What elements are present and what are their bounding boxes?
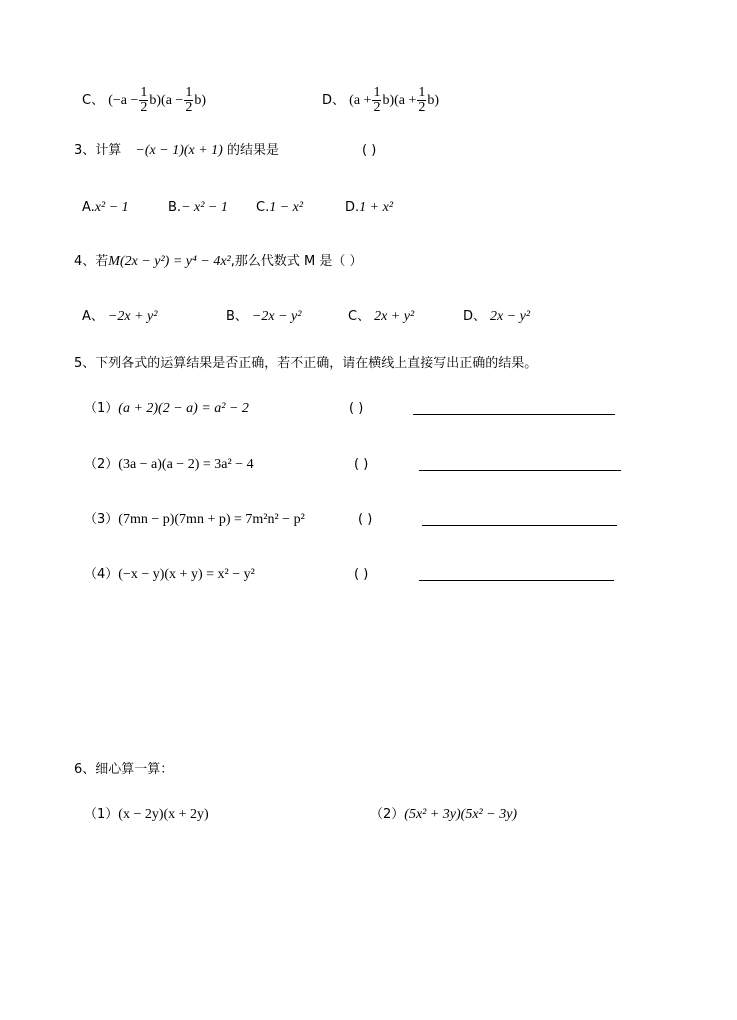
q5-item-2-answer-blank[interactable]	[419, 456, 621, 474]
q3-stem: 3、计算 −(x − 1)(x + 1) 的结果是	[74, 143, 279, 158]
q6-item-2: （2）(5x² + 3y)(5x² − 3y)	[370, 807, 518, 822]
q4-option-c: C、 2x + y²	[348, 309, 415, 324]
q3-suffix: 的结果是	[226, 143, 279, 158]
q5-item-3: （3）(7mn − p)(7mn + p) = 7m²n² − p²	[84, 512, 305, 527]
q5-item-3-paren: ( )	[358, 512, 373, 527]
q6-item-1: （1）(x − 2y)(x + 2y)	[84, 807, 209, 822]
q4-stem: 4、若M(2x − y²) = y⁴ − 4x²,那么代数式 M 是（ ）	[74, 254, 363, 269]
q2-d-frac: $\frac{1}{2}$	[373, 85, 381, 115]
q2-option-c	[82, 86, 206, 115]
q5-item-3-expr: (7mn − p)(7mn + p) = 7m²n² − p²	[118, 512, 305, 527]
q4-option-d: D、 2x − y²	[463, 309, 531, 324]
q4-expr: M(2x − y²) = y⁴ − 4x²	[108, 254, 231, 269]
q5-item-4-paren: ( )	[354, 567, 369, 582]
q5-stem: 5、下列各式的运算结果是否正确，若不正确，请在横线上直接写出正确的结果。	[74, 356, 538, 371]
q5-item-1-expr: (a + 2)(2 − a) = a² − 2	[118, 401, 249, 416]
q4-option-b: B、 −2x − y²	[226, 309, 302, 324]
q6-item-1-expr: (x − 2y)(x + 2y)	[118, 807, 209, 822]
q5-item-1-answer-blank[interactable]	[413, 400, 615, 418]
q3-option-c: C.1 − x²	[256, 200, 304, 215]
q3-option-b: B.− x² − 1	[168, 200, 228, 215]
q2-c-label: C、	[82, 93, 105, 108]
q5-item-1: （1）(a + 2)(2 − a) = a² − 2	[84, 401, 249, 416]
q6-stem: 6、细心算一算：	[74, 762, 174, 777]
q2-c-expr-part: b)(a −	[149, 93, 184, 108]
q2-option-d	[322, 86, 439, 115]
q5-item-2: （2）(3a − a)(a − 2) = 3a² − 4	[84, 457, 254, 472]
q5-item-3-answer-blank[interactable]	[422, 511, 617, 529]
q3-option-d: D.1 + x²	[345, 200, 394, 215]
q2-d-frac: $\frac{1}{2}$	[418, 85, 426, 115]
q2-c-frac: $\frac{1}{2}$	[140, 85, 148, 115]
q5-item-1-paren: ( )	[349, 401, 364, 416]
q2-d-label: D、	[322, 93, 346, 108]
q4-suffix: ,那么代数式 M 是（ ）	[230, 254, 363, 269]
q2-c-expr-part: b)	[194, 93, 206, 108]
q3-answer-paren: ( )	[362, 143, 377, 158]
q2-d-expr-part: b)(a +	[382, 93, 417, 108]
q6-item-2-expr: (5x² + 3y)(5x² − 3y)	[404, 807, 518, 822]
q3-expr: −(x − 1)(x + 1)	[135, 143, 223, 158]
q2-d-expr-part: (a +	[349, 93, 372, 108]
q5-item-4-expr: (−x − y)(x + y) = x² − y²	[118, 567, 255, 582]
q2-c-expr-part: (−a −	[108, 93, 139, 108]
q5-item-4: （4）(−x − y)(x + y) = x² − y²	[84, 567, 255, 582]
q2-c-frac: $\frac{1}{2}$	[185, 85, 193, 115]
q3-option-a: A.x² − 1	[82, 200, 129, 215]
q2-d-expr-part: b)	[427, 93, 440, 108]
q5-item-2-paren: ( )	[354, 457, 369, 472]
q4-option-a: A、 −2x + y²	[82, 309, 158, 324]
q5-item-4-answer-blank[interactable]	[419, 566, 614, 584]
q5-item-2-expr: (3a − a)(a − 2) = 3a² − 4	[118, 457, 254, 472]
